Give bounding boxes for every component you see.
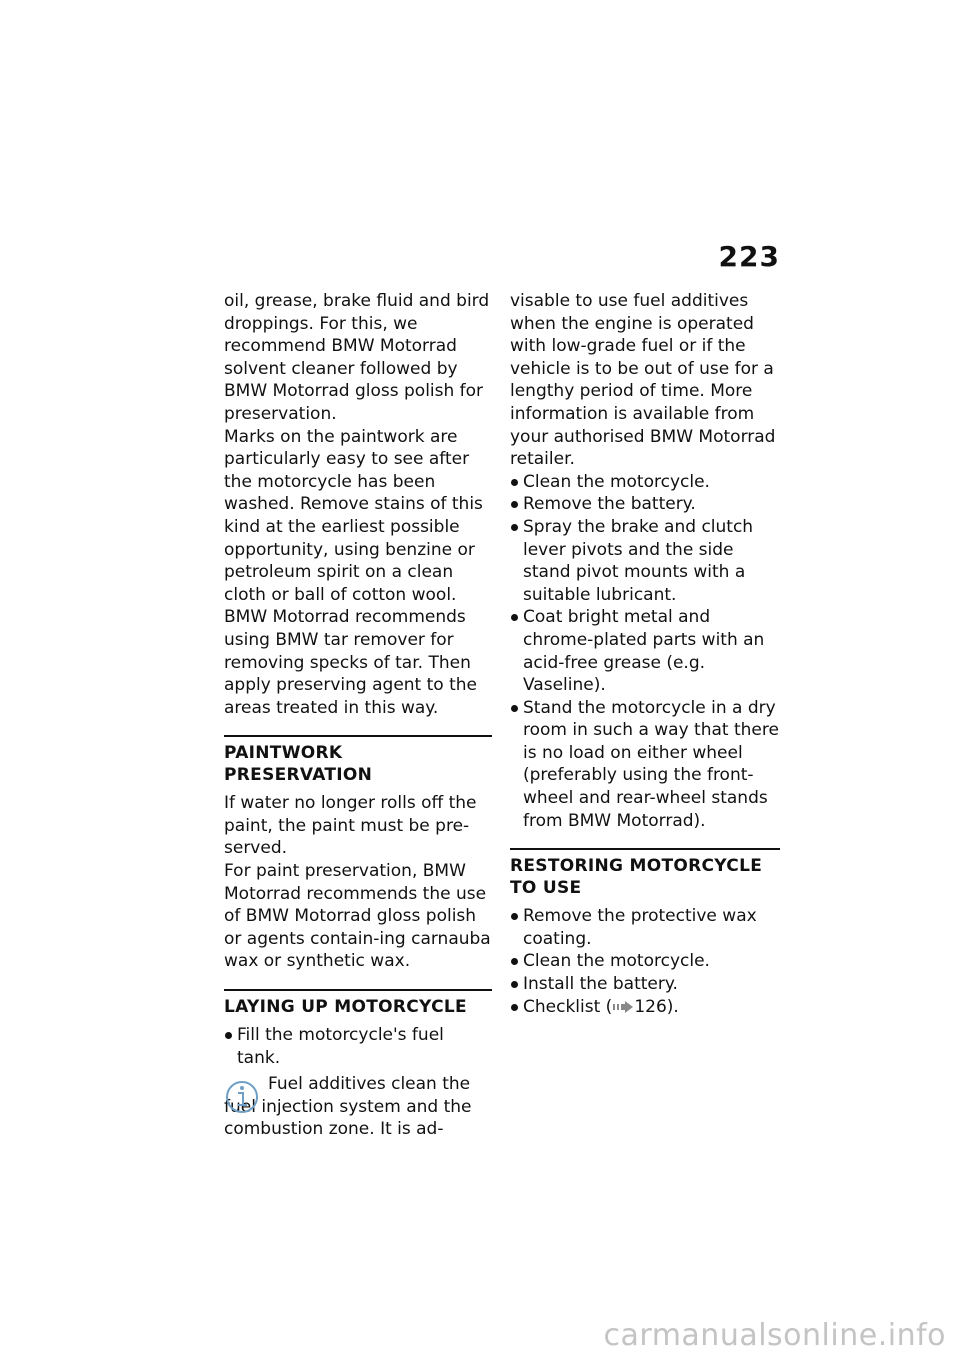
- info-note: [224, 1073, 492, 1141]
- list-item: Clean the motorcycle.: [510, 950, 780, 973]
- laying-up-steps-list: [510, 471, 780, 833]
- list-item: Install the battery.: [510, 973, 780, 996]
- left-column: [224, 290, 492, 1141]
- page-number: 223: [718, 240, 780, 273]
- checklist-prefix: Checklist (: [523, 996, 613, 1017]
- right-column: [510, 290, 780, 1018]
- info-note-text: Fuel additives clean the fuel injection system and the combustion zone. It is ad-: [224, 1074, 472, 1140]
- cleaning-paragraph: oil, grease, brake fluid and bird droppings. For this, we recommend BMW Motorrad solvent cleaner followed by BMW Motorrad gloss polish for preservation.: [224, 291, 490, 424]
- list-item: Spray the brake and clutch lever pivots and the side stand pivot mounts with a suitable lubricant.: [510, 516, 780, 606]
- list-item: Remove the battery.: [510, 493, 780, 516]
- laying-up-heading: LAYING UP MOTORCYCLE: [224, 989, 492, 1018]
- watermark: carmanualsonline.info: [603, 1318, 946, 1353]
- restoring-heading: RESTORING MOTORCYCLE TO USE: [510, 848, 780, 899]
- list-item: Stand the motorcycle in a dry room in such a way that there is no load on either wheel (preferably using the front-wheel and rear-wheel stands from BMW Motorrad).: [510, 697, 780, 833]
- laying-up-first-list: [224, 1024, 492, 1069]
- checklist-page-link[interactable]: 126: [634, 996, 667, 1017]
- list-item: Remove the protective wax coating.: [510, 905, 780, 950]
- list-item: Fill the motorcycle's fuel tank.: [224, 1024, 492, 1069]
- list-item: Coat bright metal and chrome-plated parts with an acid-free grease (e.g. Vaseline).: [510, 606, 780, 696]
- info-icon: [224, 1077, 260, 1117]
- paintwork-paragraph-1: If water no longer rolls off the paint, the paint must be pre-served.: [224, 793, 477, 859]
- checklist-suffix: ).: [666, 996, 679, 1017]
- restoring-steps-list: [510, 905, 780, 1018]
- stains-paragraph: Marks on the paintwork are particularly easy to see after the motorcycle has been washed. Remove stains of this kind at the earliest possible opportunity, using benzine or petroleum spirit on a clean cloth or ball of cotton wool. BMW Motorrad recommends using BMW tar remover for removing specks of tar. Then apply preserving agent to the areas treated in this way.: [224, 426, 483, 718]
- page-reference-arrow-icon: [613, 1001, 633, 1013]
- info-note-continued: visable to use fuel additives when the engine is operated with low-grade fuel or if the vehicle is to be out of use for a lengthy period of time. More information is available from your authorised BMW Motorrad retailer.: [510, 291, 776, 470]
- list-item: Clean the motorcycle.: [510, 471, 780, 494]
- paintwork-paragraph-2: For paint preservation, BMW Motorrad recommends the use of BMW Motorrad gloss polish or agents contain-ing carnauba wax or synthetic wax.: [224, 861, 491, 972]
- paintwork-preservation-heading: PAINTWORK PRESERVATION: [224, 735, 492, 786]
- checklist-item: [510, 996, 780, 1019]
